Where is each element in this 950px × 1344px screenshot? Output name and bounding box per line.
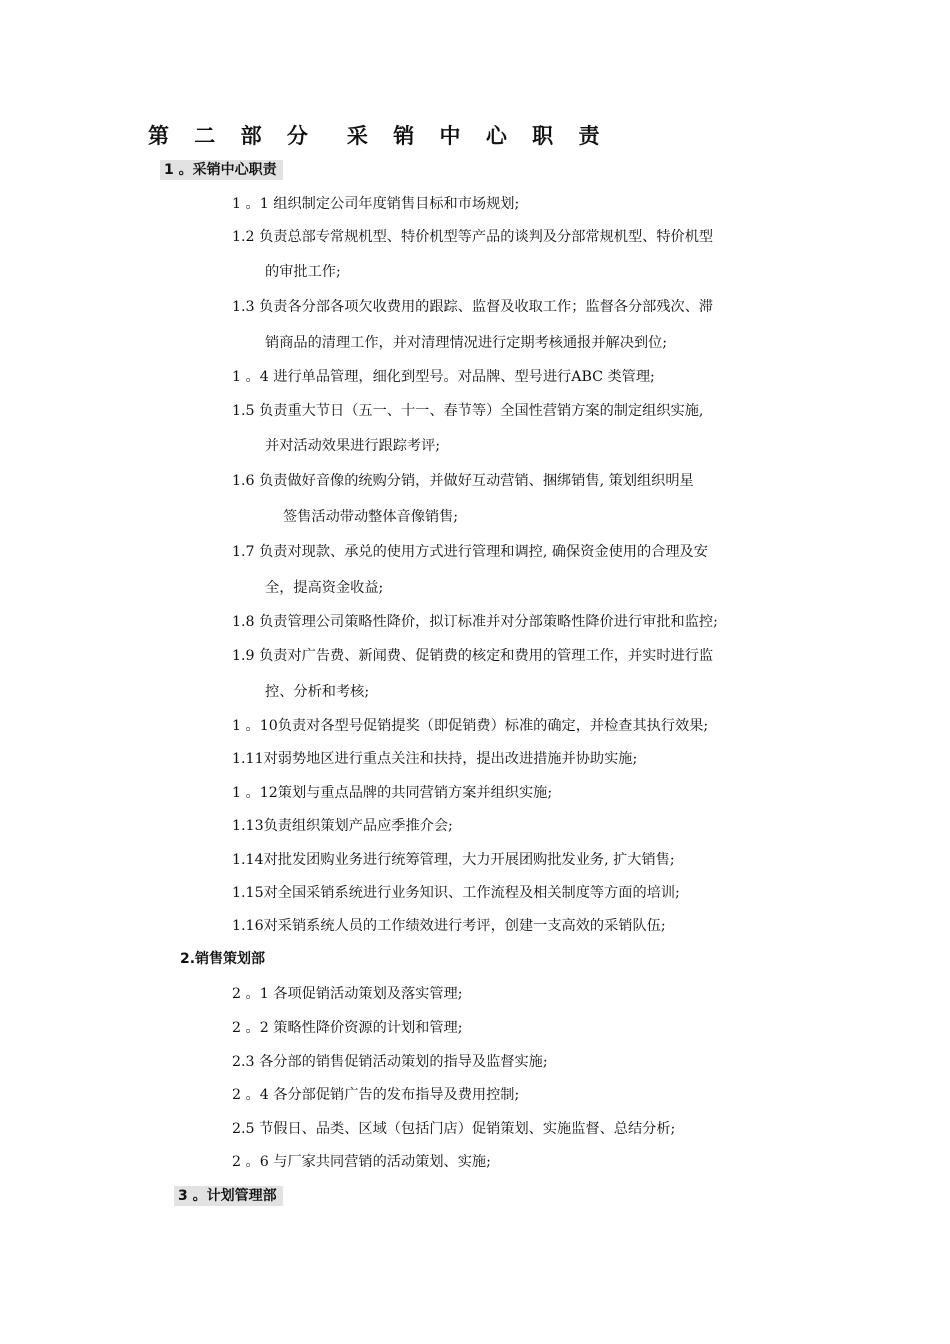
list-item: 2.3 各分部的销售促销活动策划的指导及监督实施; — [232, 1054, 548, 1070]
list-item: 2 。2 策略性降价资源的计划和管理; — [232, 1020, 463, 1036]
section-heading-2: 2.销售策划部 — [180, 951, 266, 967]
list-item: 1 。1 组织制定公司年度销售目标和市场规划; — [232, 196, 520, 212]
list-item-continuation: 签售活动带动整体音像销售; — [283, 509, 459, 525]
list-item: 1.13负责组织策划产品应季推介会; — [232, 818, 453, 834]
list-item: 1.15对全国采销系统进行业务知识、工作流程及相关制度等方面的培训; — [232, 885, 680, 901]
list-item-continuation: 并对活动效果进行跟踪考评; — [265, 438, 441, 454]
list-item-continuation: 控、分析和考核; — [265, 684, 370, 700]
list-item-continuation: 销商品的清理工作，并对清理情况进行定期考核通报并解决到位; — [265, 335, 668, 351]
list-item: 1.7 负责对现款、承兑的使用方式进行管理和调控, 确保资金使用的合理及安 — [232, 544, 708, 560]
list-item: 1.16对采销系统人员的工作绩效进行考评，创建一支高效的采销队伍; — [232, 918, 666, 934]
list-item-continuation: 的审批工作; — [265, 264, 341, 280]
list-item: 1.9 负责对广告费、新闻费、促销费的核定和费用的管理工作，并实时进行监 — [232, 648, 714, 664]
list-item-continuation: 全，提高资金收益; — [265, 580, 384, 596]
list-item: 1.11对弱势地区进行重点关注和扶持，提出改进措施并协助实施; — [232, 751, 638, 767]
section-heading-3: 3 。计划管理部 — [174, 1186, 283, 1206]
list-item: 1 。12策划与重点品牌的共同营销方案并组织实施; — [232, 785, 553, 801]
page-title: 第 二 部 分 采 销 中 心 职 责 — [148, 124, 609, 148]
list-item: 1.5 负责重大节日（五一、十一、春节等）全国性营销方案的制定组织实施, — [232, 403, 704, 419]
list-item: 2 。6 与厂家共同营销的活动策划、实施; — [232, 1154, 491, 1170]
list-item: 1.8 负责管理公司策略性降价，拟订标准并对分部策略性降价进行审批和监控; — [232, 614, 718, 630]
list-item: 1 。4 进行单品管理，细化到型号。对品牌、型号进行ABC 类管理; — [232, 369, 655, 385]
list-item: 1.6 负责做好音像的统购分销，并做好互动营销、捆绑销售, 策划组织明星 — [232, 473, 694, 489]
section-heading-1: 1 。采销中心职责 — [160, 160, 283, 180]
list-item: 1 。10负责对各型号促销提奖（即促销费）标准的确定，并检查其执行效果; — [232, 718, 709, 734]
list-item: 2 。4 各分部促销广告的发布指导及费用控制; — [232, 1087, 520, 1103]
list-item: 1.2 负责总部专常规机型、特价机型等产品的谈判及分部常规机型、特价机型 — [232, 229, 714, 245]
list-item: 2.5 节假日、品类、区域（包括门店）促销策划、实施监督、总结分析; — [232, 1121, 676, 1137]
list-item: 1.14对批发团购业务进行统筹管理，大力开展团购批发业务, 扩大销售; — [232, 852, 675, 868]
list-item: 1.3 负责各分部各项欠收费用的跟踪、监督及收取工作；监督各分部残次、滞 — [232, 299, 714, 315]
list-item: 2 。1 各项促销活动策划及落实管理; — [232, 986, 463, 1002]
